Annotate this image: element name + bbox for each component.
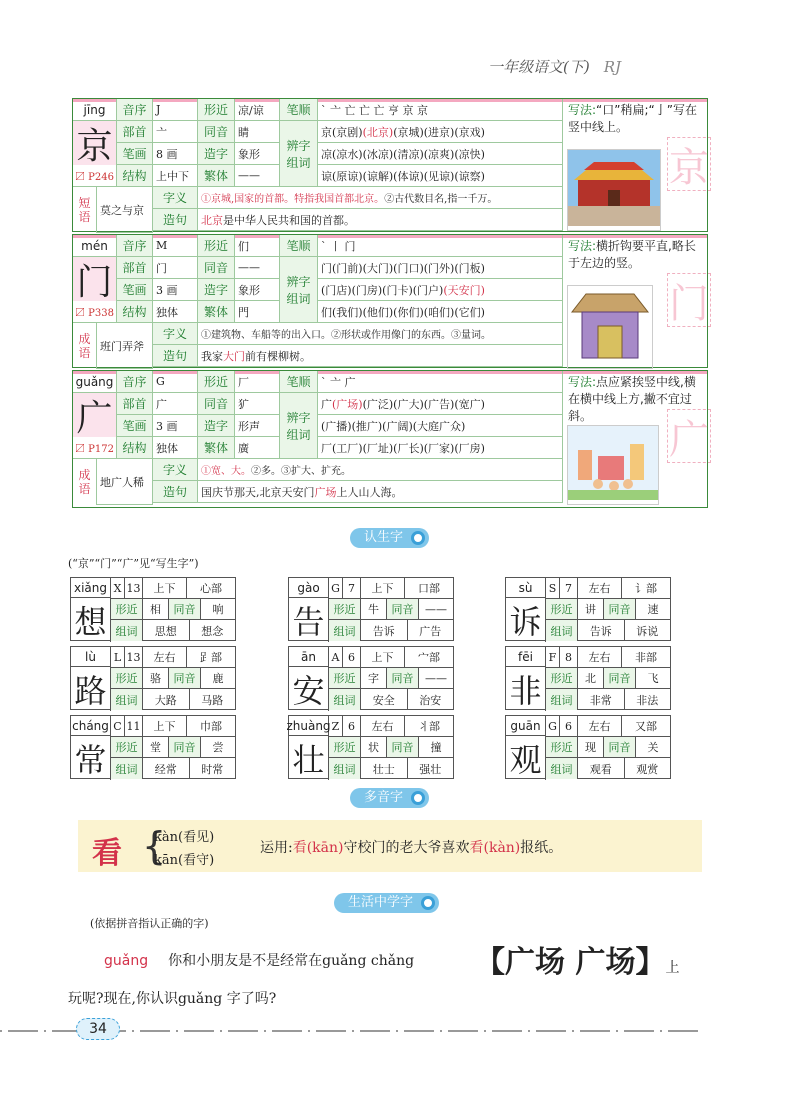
label-order: 笔顺 [280, 371, 318, 393]
recognize-card [288, 715, 454, 779]
usage-mid: 守校门的老大爷喜欢 [343, 840, 470, 856]
bianzi-line: (广播)(推广)(广阔)(大庭广众) [318, 415, 563, 437]
life-sentence-2: 玩呢?现在,你认识guǎng 字了吗? [68, 991, 277, 1007]
rc-row-zuci: 组词 告诉 诉说 [546, 620, 670, 641]
card-page-ref: 〼 P338 [73, 301, 117, 323]
rc-row-zuci: 组词 观看 观赏 [546, 758, 670, 779]
writing-note: 写法:横折钩要平直,略长于左边的竖。 [568, 239, 696, 270]
value-ziyi: ①宽、大。 ②多。③扩大、扩充。 [198, 459, 563, 481]
rc-row-meta: G 7 上下 口部 [329, 578, 453, 599]
rc-pinyin: sù [506, 578, 546, 598]
rc-row-xingjin: 形近 状 同音 撞 [329, 737, 453, 758]
rc-row-meta: C 11 上下 巾部 [111, 716, 235, 737]
label-xingjin: 形近 [198, 371, 235, 393]
bianzi-line: 们(我们)(他们)(你们)(咱们)(它们) [318, 301, 563, 323]
rc-char: 观 [506, 736, 546, 780]
value-bushou: 门 [153, 257, 198, 279]
rc-pinyin: gào [289, 578, 329, 598]
rc-row-zuci: 组词 告诉 广告 [329, 620, 453, 641]
bianzi-line: (门店)(门房)(门卡)(门户)(天安门) [318, 279, 563, 301]
rc-char: 诉 [506, 598, 546, 642]
recognize-card [288, 577, 454, 641]
section-title-recognize: 认生字 [350, 528, 429, 548]
card-pinyin: mén [73, 235, 117, 257]
life-sentence-1 [104, 950, 414, 970]
label-bushou: 部首 [117, 257, 153, 279]
label-bushou: 部首 [117, 121, 153, 143]
rc-row-zuci: 组词 非常 非法 [546, 689, 670, 710]
char-card [72, 98, 708, 232]
bianzi-line: 厂(工厂)(厂址)(厂长)(厂家)(厂房) [318, 437, 563, 459]
label-tongyin: 同音 [198, 257, 235, 279]
value-tongyin: 睛 [235, 121, 280, 143]
usage-prefix: 运用: [260, 840, 293, 856]
label-zaoju: 造句 [153, 209, 198, 231]
rc-char: 常 [71, 736, 111, 780]
rc-row-xingjin: 形近 牛 同音 —— [329, 599, 453, 620]
rc-row-meta: S 7 左右 讠部 [546, 578, 670, 599]
card-char: 广 [73, 393, 117, 437]
polyphone-reading-2: kān(看守) [154, 853, 215, 868]
label-bushou: 部首 [117, 393, 153, 415]
label-jiegou: 结构 [117, 165, 153, 187]
value-zaozi: 形声 [235, 415, 280, 437]
value-yinxu: M [153, 235, 198, 257]
value-yinxu: G [153, 371, 198, 393]
recognize-card [505, 577, 671, 641]
life-choice-words[interactable] [475, 937, 679, 981]
rc-row-xingjin: 形近 骆 同音 鹿 [111, 668, 235, 689]
rc-row-xingjin: 形近 现 同音 关 [546, 737, 670, 758]
life-pinyin: guǎng [104, 953, 149, 969]
rc-row-xingjin: 形近 堂 同音 尝 [111, 737, 235, 758]
label-zaozi: 造字 [198, 415, 235, 437]
polyphone-box [78, 820, 702, 872]
polyphone-usage [260, 837, 562, 857]
value-yinxu: J [153, 99, 198, 121]
value-order: ` 亠 亡 亡 亡 亨 京 京 [318, 99, 563, 121]
value-jiegou: 独体 [153, 437, 198, 459]
label-jiegou: 结构 [117, 301, 153, 323]
recognize-note: (“京”“门”“广”见“写生字”) [68, 557, 199, 570]
rc-row-zuci: 组词 思想 想念 [111, 620, 235, 641]
label-yinxu: 音序 [117, 235, 153, 257]
value-xingjin: 凉/谅 [235, 99, 280, 121]
value-bihua: 3 画 [153, 279, 198, 301]
life-line1-end: 上 [665, 960, 680, 976]
label-bianzi: 辨字 组词 [280, 257, 318, 323]
value-jiegou: 独体 [153, 301, 198, 323]
polyphone-reading-1: kàn(看见) [154, 830, 215, 845]
label-yinxu: 音序 [117, 99, 153, 121]
label-bianzi: 辨字 组词 [280, 121, 318, 187]
rc-row-zuci: 组词 经常 时常 [111, 758, 235, 779]
label-order: 笔顺 [280, 99, 318, 121]
label-bihua: 笔画 [117, 415, 153, 437]
tian-grid-box: 京 [667, 137, 711, 191]
polyphone-char: 看 [92, 836, 122, 871]
usage-red-1: 看(kān) [292, 840, 344, 856]
card-page-ref: 〼 P172 [73, 437, 117, 459]
tian-grid-box: 门 [667, 273, 711, 327]
label-xingjin: 形近 [198, 235, 235, 257]
recognize-card [70, 577, 236, 641]
idiom-value: 班门弄斧 [97, 323, 153, 369]
idiom-label: 成 语 [73, 459, 97, 505]
value-bihua: 3 画 [153, 415, 198, 437]
life-note: (依据拼音指认正确的字) [90, 917, 209, 930]
value-ziyi: ①京城,国家的首都。特指我国首都北京。 ②古代数目名,指一千万。 [198, 187, 563, 209]
value-zaoju: 我家 大门 前有棵柳树。 [198, 345, 563, 367]
bianzi-line: 门(门前)(大门)(门口)(门外)(门板) [318, 257, 563, 279]
value-zaozi: 象形 [235, 143, 280, 165]
illustration-image [567, 285, 653, 369]
rc-char: 想 [71, 598, 111, 642]
value-bushou: 亠 [153, 121, 198, 143]
rc-pinyin: fēi [506, 647, 546, 667]
label-yinxu: 音序 [117, 371, 153, 393]
rc-pinyin: guān [506, 716, 546, 736]
value-bushou: 广 [153, 393, 198, 415]
label-zaozi: 造字 [198, 143, 235, 165]
value-bihua: 8 画 [153, 143, 198, 165]
label-order: 笔顺 [280, 235, 318, 257]
label-ziyi: 字义 [153, 323, 198, 345]
usage-post: 报纸。 [520, 840, 563, 856]
label-zaoju: 造句 [153, 345, 198, 367]
value-zaoju: 国庆节那天,北京天安门 广场 上人山人海。 [198, 481, 563, 503]
value-fanti: 門 [235, 301, 280, 323]
value-jiegou: 上中下 [153, 165, 198, 187]
rc-char: 路 [71, 667, 111, 711]
usage-red-2: 看(kàn) [469, 840, 521, 856]
card-char: 门 [73, 257, 117, 301]
rc-pinyin: zhuàng [289, 716, 329, 736]
label-fanti: 繁体 [198, 301, 235, 323]
rc-row-xingjin: 形近 北 同音 飞 [546, 668, 670, 689]
idiom-value: 地广人稀 [97, 459, 153, 505]
rc-char: 告 [289, 598, 329, 642]
bianzi-line: 广(广场)(广泛)(广大)(广告)(宽广) [318, 393, 563, 415]
label-tongyin: 同音 [198, 121, 235, 143]
recognize-card [70, 646, 236, 710]
writing-note: 写法:“口”稍扁;“亅”写在竖中线上。 [568, 103, 697, 134]
label-tongyin: 同音 [198, 393, 235, 415]
value-order: ` 亠 广 [318, 371, 563, 393]
rc-pinyin: xiǎng [71, 578, 111, 598]
rc-row-meta: F 8 左右 非部 [546, 647, 670, 668]
rc-row-xingjin: 形近 相 同音 响 [111, 599, 235, 620]
life-line1-text: 你和小朋友是不是经常在guǎng chǎng [168, 953, 415, 969]
label-bihua: 笔画 [117, 279, 153, 301]
rc-char: 壮 [289, 736, 329, 780]
brace-glyph: { [142, 824, 167, 868]
rc-row-meta: L 13 左右 𧾷部 [111, 647, 235, 668]
value-zaoju: 北京 是中华人民共和国的首都。 [198, 209, 563, 231]
value-tongyin: 犷 [235, 393, 280, 415]
card-char: 京 [73, 121, 117, 165]
section-title-polyphone: 多音字 [350, 788, 429, 808]
char-card [72, 370, 708, 508]
label-jiegou: 结构 [117, 437, 153, 459]
bianzi-line: 京(京剧)(北京)(京城)(进京)(京戏) [318, 121, 563, 143]
label-xingjin: 形近 [198, 99, 235, 121]
rc-char: 安 [289, 667, 329, 711]
recognize-card [505, 646, 671, 710]
rc-row-meta: X 13 上下 心部 [111, 578, 235, 599]
rc-row-zuci: 组词 安全 治安 [329, 689, 453, 710]
recognize-card [288, 646, 454, 710]
value-zaozi: 象形 [235, 279, 280, 301]
card-pinyin: jīng [73, 99, 117, 121]
value-xingjin: 们 [235, 235, 280, 257]
rc-char: 非 [506, 667, 546, 711]
life-big-text: 【广场 广场】 [475, 945, 666, 980]
label-bianzi: 辨字 组词 [280, 393, 318, 459]
char-card [72, 234, 708, 368]
illustration-image [567, 149, 661, 231]
rc-row-xingjin: 形近 讲 同音 速 [546, 599, 670, 620]
label-zaoju: 造句 [153, 481, 198, 503]
rc-row-meta: Z 6 左右 丬部 [329, 716, 453, 737]
value-tongyin: —— [235, 257, 280, 279]
label-zaozi: 造字 [198, 279, 235, 301]
bianzi-line: 谅(原谅)(谅解)(体谅)(见谅)(谅察) [318, 165, 563, 187]
bianzi-line: 凉(凉水)(冰凉)(清凉)(凉爽)(凉快) [318, 143, 563, 165]
page-header [488, 56, 621, 77]
idiom-value: 莫之与京 [97, 187, 153, 233]
label-bihua: 笔画 [117, 143, 153, 165]
header-title: 一年级语文(下) [488, 58, 590, 76]
idiom-label: 成 语 [73, 323, 97, 369]
value-ziyi: ①建筑物、车船等的出入口。②形状或作用像门的东西。③量词。 [198, 323, 563, 345]
value-xingjin: 厂 [235, 371, 280, 393]
recognize-card [70, 715, 236, 779]
label-ziyi: 字义 [153, 459, 198, 481]
rc-row-meta: G 6 左右 又部 [546, 716, 670, 737]
label-ziyi: 字义 [153, 187, 198, 209]
rc-row-zuci: 组词 大路 马路 [111, 689, 235, 710]
rc-row-meta: A 6 上下 宀部 [329, 647, 453, 668]
value-fanti: —— [235, 165, 280, 187]
recognize-card [505, 715, 671, 779]
header-edition: RJ [603, 58, 622, 76]
card-pinyin: guǎng [73, 371, 117, 393]
rc-pinyin: cháng [71, 716, 111, 736]
label-fanti: 繁体 [198, 165, 235, 187]
rc-pinyin: ān [289, 647, 329, 667]
idiom-label: 短 语 [73, 187, 97, 233]
card-page-ref: 〼 P246 [73, 165, 117, 187]
rc-row-zuci: 组词 壮士 强壮 [329, 758, 453, 779]
rc-pinyin: lù [71, 647, 111, 667]
rc-row-xingjin: 形近 字 同音 —— [329, 668, 453, 689]
writing-note: 写法:点应紧挨竖中线,横在横中线上方,撇不宜过斜。 [568, 375, 696, 423]
section-title-life: 生活中学字 [334, 893, 439, 913]
value-order: ` 丨 门 [318, 235, 563, 257]
value-fanti: 廣 [235, 437, 280, 459]
page-number: 34 [76, 1018, 120, 1040]
label-fanti: 繁体 [198, 437, 235, 459]
illustration-image [567, 425, 659, 505]
tian-grid-box: 广 [667, 409, 711, 463]
